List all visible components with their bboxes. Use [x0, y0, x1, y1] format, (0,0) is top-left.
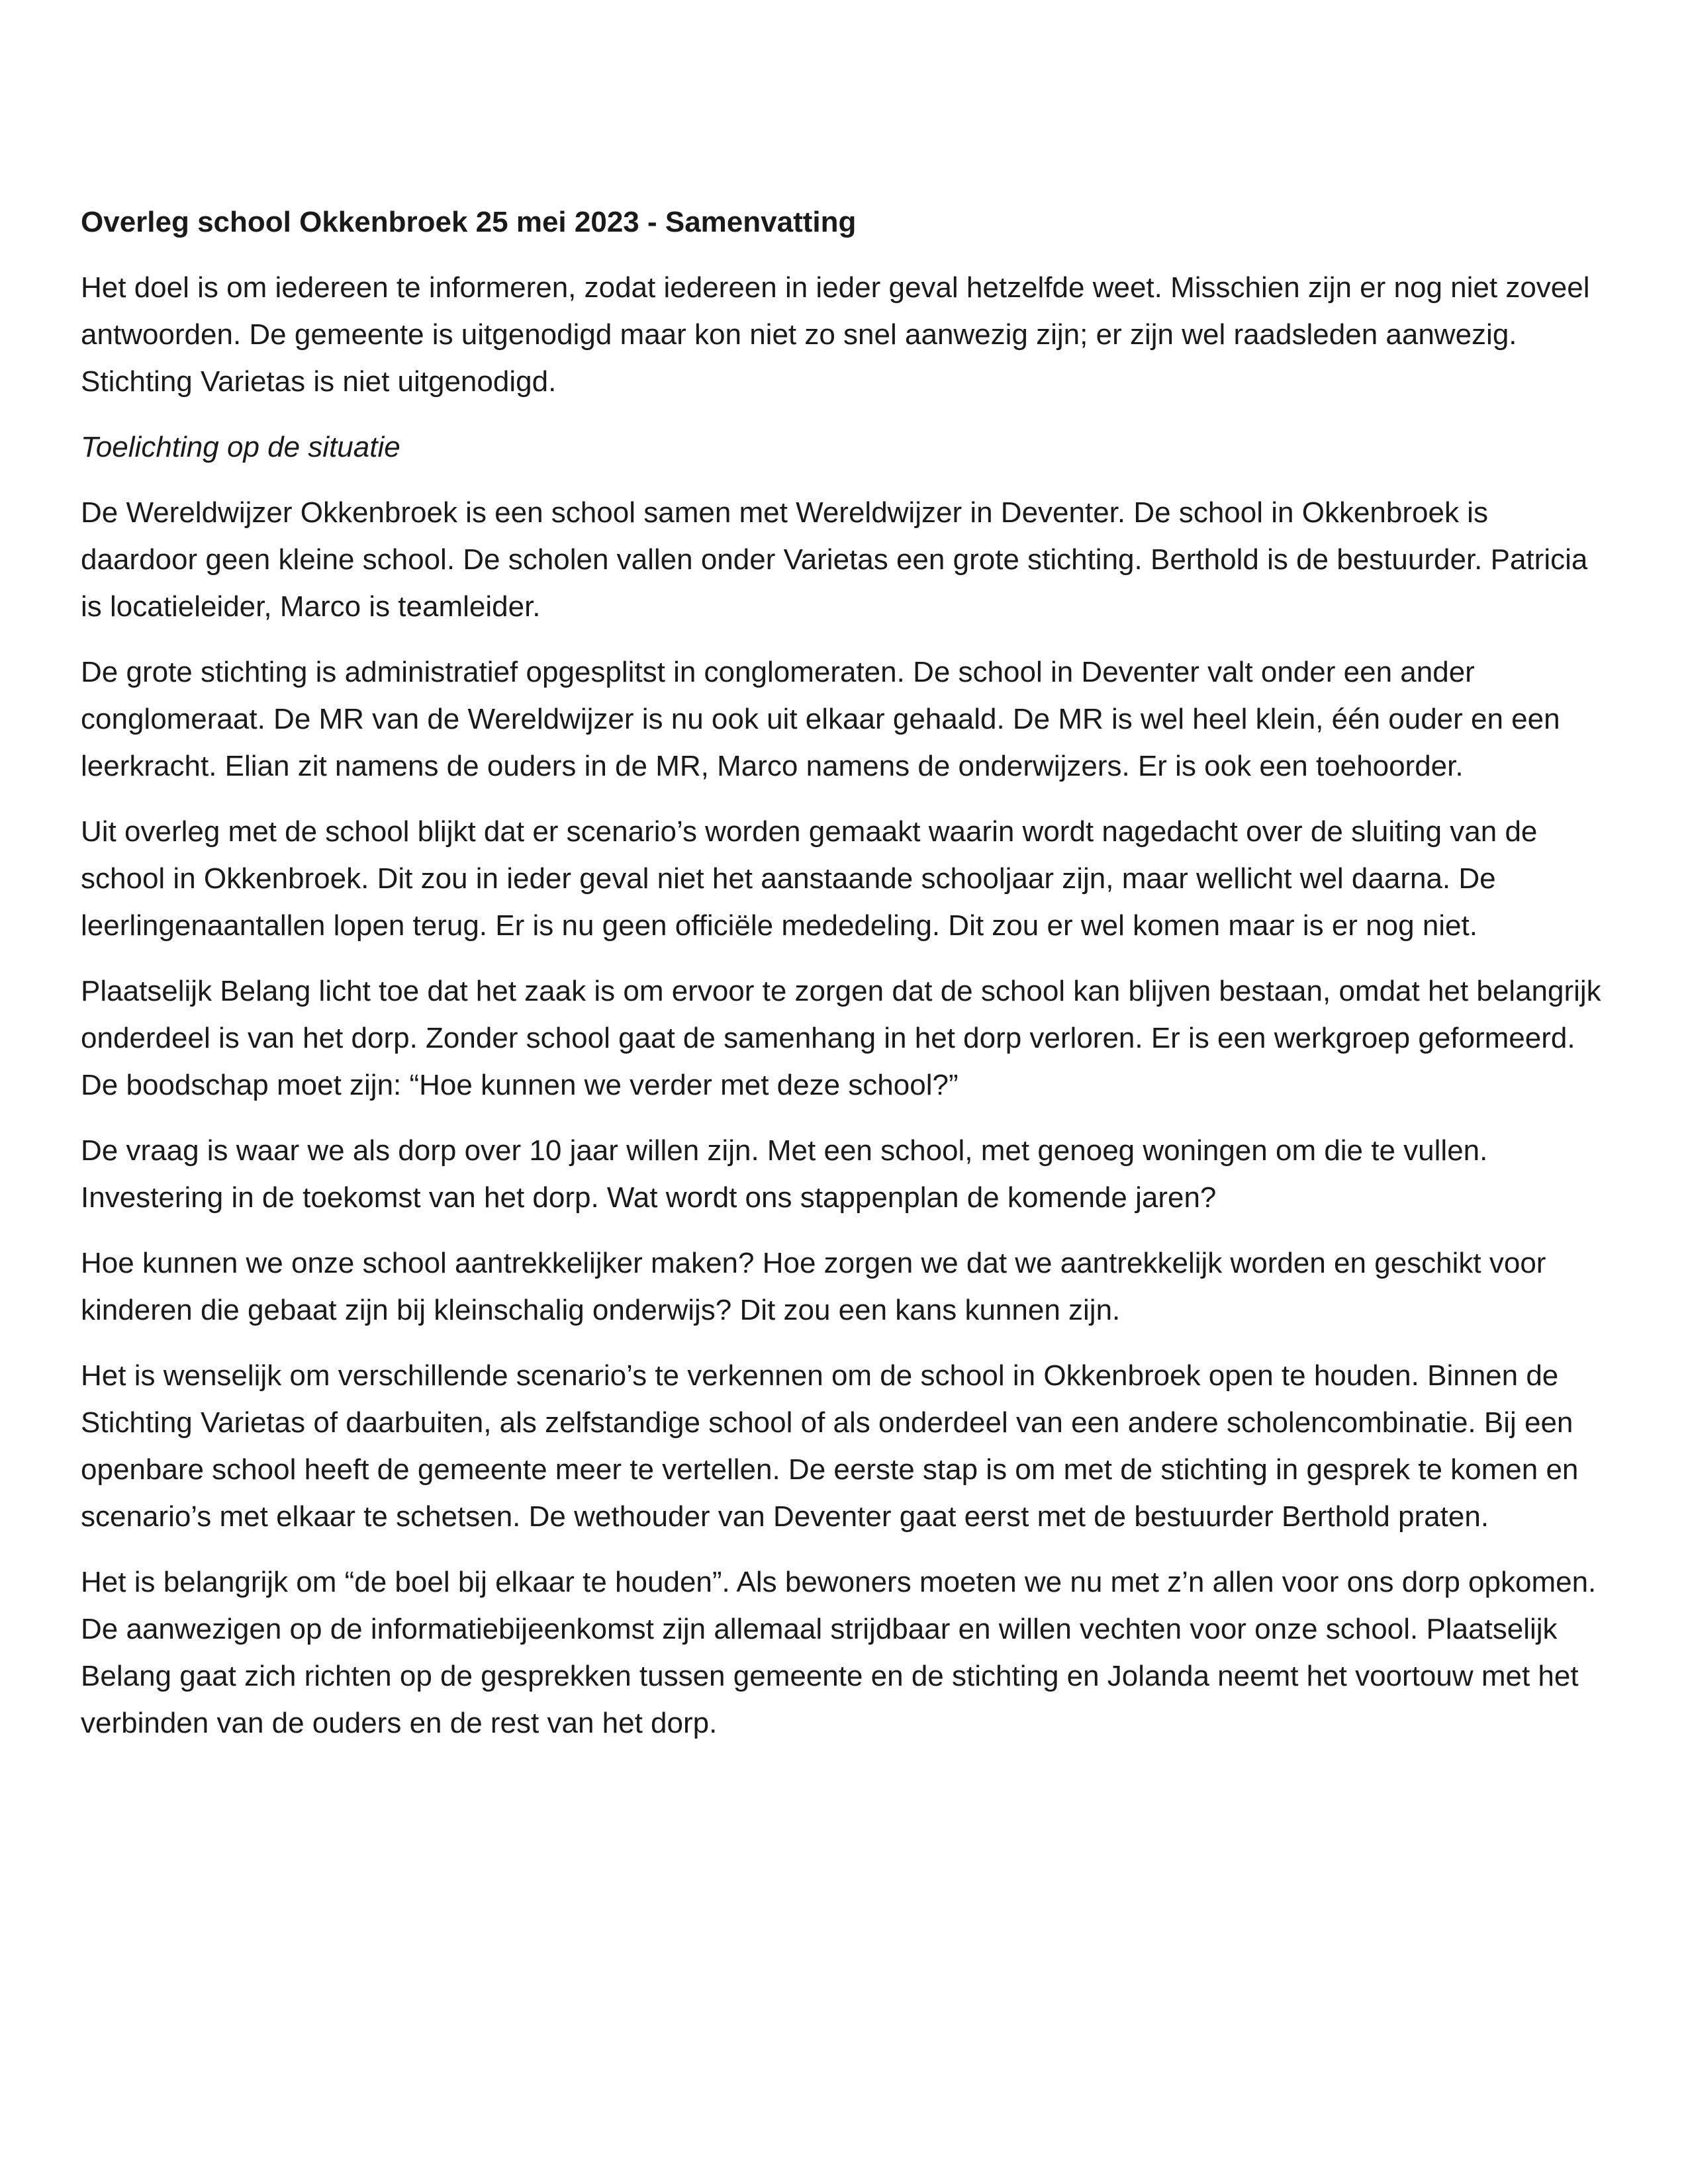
- paragraph-situation: De Wereldwijzer Okkenbroek is een school samen met Wereldwijzer in Deventer. De school in Okkenbroek is daardoor geen kleine school. De scholen vallen onder Varietas een grote stichting. Berthold is de bestuurder. Patricia is locatieleider, Marco is teamleider.: [81, 496, 1588, 623]
- section-subheading: Toelichting op de situatie: [81, 431, 400, 463]
- paragraph-plaatselijk-belang: Plaatselijk Belang licht toe dat het zaak is om ervoor te zorgen dat de school kan blijven bestaan, omdat het belangrijk onderdeel is van het dorp. Zonder school gaat de samenhang in het dorp verloren. Er is een werkgroep geformeerd. De boodschap moet zijn: “Hoe kunnen we verder met deze school?”: [81, 975, 1601, 1101]
- paragraph-conglomerates: De grote stichting is administratief opgesplitst in conglomeraten. De school in Deventer valt onder een ander conglomeraat. De MR van de Wereldwijzer is nu ook uit elkaar gehaald. De MR is wel heel klein, één ouder en een leerkracht. Elian zit namens de ouders in de MR, Marco namens de onderwijzers. Er is ook een toehoorder.: [81, 656, 1560, 782]
- paragraph-attractiveness: Hoe kunnen we onze school aantrekkelijker maken? Hoe zorgen we dat we aantrekkelijk worden en geschikt voor kinderen die gebaat zijn bij kleinschalig onderwijs? Dit zou een kans kunnen zijn.: [81, 1247, 1546, 1326]
- paragraph-together: Het is belangrijk om “de boel bij elkaar te houden”. Als bewoners moeten we nu met z’n allen voor ons dorp opkomen. De aanwezigen op de informatiebijeenkomst zijn allemaal strijdbaar en willen vechten voor onze school. Plaatselijk Belang gaat zich richten op de gesprekken tussen gemeente en de stichting en Jolanda neemt het voortouw met het verbinden van de ouders en de rest van het dorp.: [81, 1566, 1597, 1739]
- document-title: Overleg school Okkenbroek 25 mei 2023 - Samenvatting: [81, 206, 857, 238]
- document-page: [81, 199, 1603, 1765]
- paragraph-future: De vraag is waar we als dorp over 10 jaar willen zijn. Met een school, met genoeg woningen om die te vullen. Investering in de toekomst van het dorp. Wat wordt ons stappenplan de komende jaren?: [81, 1134, 1488, 1214]
- paragraph-explore-scenarios: Het is wenselijk om verschillende scenario’s te verkennen om de school in Okkenbroek open te houden. Binnen de Stichting Varietas of daarbuiten, als zelfstandige school of als onderdeel van een andere scholencombinatie. Bij een openbare school heeft de gemeente meer te vertellen. De eerste stap is om met de stichting in gesprek te komen en scenario’s met elkaar te schetsen. De wethouder van Deventer gaat eerst met de bestuurder Berthold praten.: [81, 1359, 1579, 1533]
- paragraph-scenarios: Uit overleg met de school blijkt dat er scenario’s worden gemaakt waarin wordt nagedacht over de sluiting van de school in Okkenbroek. Dit zou in ieder geval niet het aanstaande schooljaar zijn, maar wellicht wel daarna. De leerlingenaantallen lopen terug. Er is nu geen officiële mededeling. Dit zou er wel komen maar is er nog niet.: [81, 815, 1538, 942]
- intro-paragraph: Het doel is om iedereen te informeren, zodat iedereen in ieder geval hetzelfde weet. Misschien zijn er nog niet zoveel antwoorden. De gemeente is uitgenodigd maar kon niet zo snel aanwezig zijn; er zijn wel raadsleden aanwezig. Stichting Varietas is niet uitgenodigd.: [81, 271, 1590, 398]
